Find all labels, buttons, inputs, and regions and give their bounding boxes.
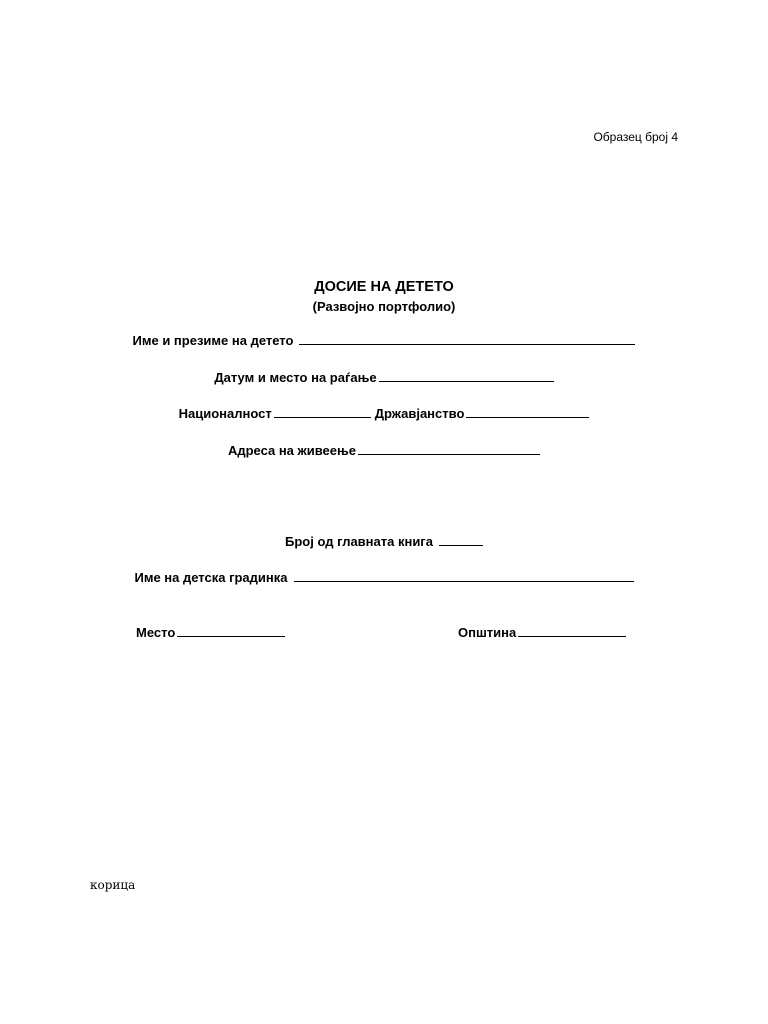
birth-date-place-field[interactable] bbox=[379, 380, 554, 382]
address-label: Адреса на живеење bbox=[227, 443, 357, 458]
document-subtitle: (Развојно портфолио) bbox=[312, 299, 456, 314]
citizenship-field[interactable] bbox=[466, 416, 589, 418]
nationality-row bbox=[0, 406, 768, 421]
municipality-label: Општина bbox=[458, 625, 517, 640]
main-book-row bbox=[0, 534, 768, 549]
kindergarten-row bbox=[0, 570, 768, 585]
place-label: Место bbox=[136, 625, 176, 640]
kindergarten-name-label: Име на детска градинка bbox=[134, 570, 288, 585]
child-name-label: Име и презиме на детето bbox=[132, 333, 294, 348]
citizenship-label: Државјанство bbox=[374, 406, 465, 421]
kindergarten-name-field[interactable] bbox=[294, 580, 634, 582]
main-book-number-field[interactable] bbox=[439, 544, 483, 546]
address-row bbox=[0, 443, 768, 458]
child-name-row bbox=[0, 333, 768, 348]
cover-note: корица bbox=[90, 878, 136, 892]
place-row bbox=[136, 625, 285, 640]
child-name-field[interactable] bbox=[299, 343, 635, 345]
nationality-field[interactable] bbox=[274, 416, 371, 418]
document-title: ДОСИЕ НА ДЕТЕТО bbox=[314, 279, 454, 295]
municipality-field[interactable] bbox=[518, 635, 626, 637]
municipality-row bbox=[458, 625, 626, 640]
nationality-label: Националност bbox=[178, 406, 272, 421]
main-book-number-label: Број од главната книга bbox=[285, 534, 433, 549]
address-field[interactable] bbox=[358, 453, 540, 455]
form-number: Образец број 4 bbox=[593, 130, 678, 144]
birth-date-place-label: Датум и место на раѓање bbox=[214, 370, 377, 385]
birth-row bbox=[0, 370, 768, 385]
place-field[interactable] bbox=[177, 635, 285, 637]
